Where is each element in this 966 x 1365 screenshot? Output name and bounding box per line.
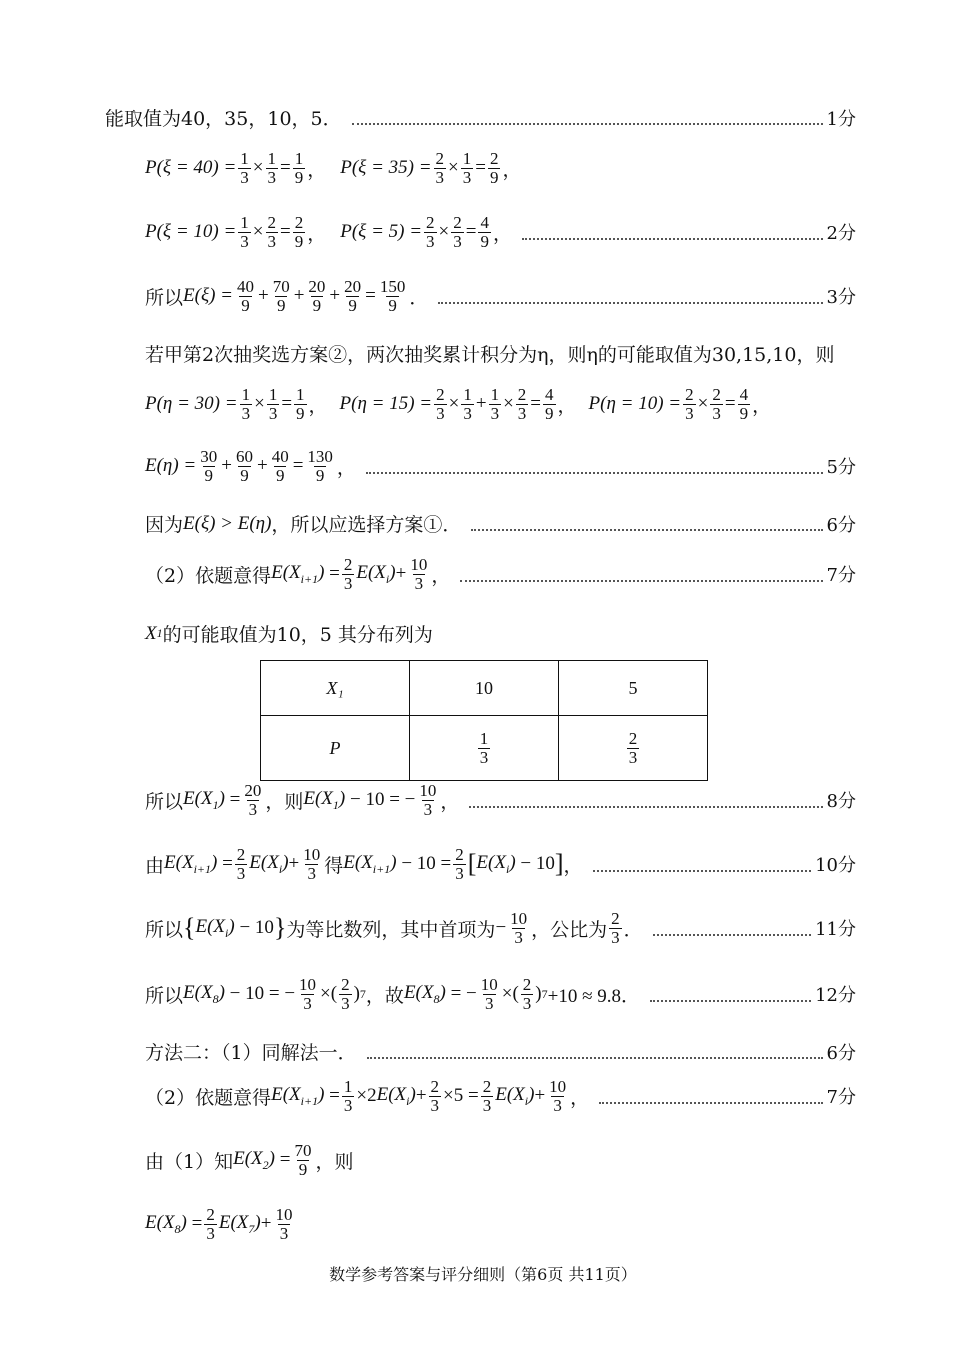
x8-shifted: $E(X_8)$ − 10 = − $\frac{10}{3}$ ×( $\frac{2}{3}$ ) 7: [183, 975, 366, 1013]
expectation-sum: $\frac{40}{9}$ + $\frac{70}{9}$ + $\frac{20}{9}$ + $\frac{20}{9}$ = $\frac{150}{9}$ ．: [236, 277, 429, 315]
fraction-product: $\frac{2}{3}$ × $\frac{2}{3}$ = $\frac{4}{9}$ ，: [426, 213, 512, 251]
expectation-sum: $\frac{30}{9}$ + $\frac{60}{9}$ + $\frac{40}{9}$ = $\frac{130}{9}$ ，: [200, 447, 356, 485]
answer-line-7: [145, 448, 856, 485]
fraction-product: $\frac{2}{3}$ × $\frac{1}{3}$ = $\frac{2}{9}$: [435, 149, 499, 187]
table-cell: P: [261, 716, 410, 781]
leader-dots: [460, 579, 822, 582]
table-cell: 10: [410, 661, 559, 716]
table-cell: 5: [559, 661, 708, 716]
shifted-recurrence: $E(X_{i+1})$ − 10 = $\frac{2}{3}$ [ $E(X_i)$ − 10 ] ，: [343, 845, 583, 883]
text-prefix: 所以: [145, 286, 184, 309]
text-possible-values: 能取值为40，35，10，5．: [105, 108, 342, 130]
leader-dots: [599, 1101, 822, 1104]
leader-dots: [593, 869, 812, 872]
prob-expr: P(ξ = 40) =: [145, 157, 237, 179]
text-scheme-2: 若甲第2次抽奖选方案②，两次抽奖累计积分为η，则η的可能取值为30,15,10，则: [145, 344, 835, 366]
fraction-product: $\frac{1}{3}$ × $\frac{1}{3}$ = $\frac{1}{9}$ ，: [240, 149, 327, 187]
fraction-product: $\frac{2}{3}$ × $\frac{1}{3}$ + $\frac{1}{3}$ × $\frac{2}{3}$ = $\frac{4}{9}$ ，: [436, 385, 577, 423]
answer-line-4: [145, 278, 856, 315]
text-method-2: 方法二：（1）同解法一．: [145, 1042, 357, 1064]
recurrence-formula: $E(X_{i+1})$ = $\frac{2}{3}$ $E(X_i)$ + $\frac{10}{3}$ ，: [271, 555, 451, 593]
score-label: 3分: [826, 287, 856, 309]
text-get: 得: [324, 854, 344, 877]
text-prefix: 所以: [145, 984, 184, 1007]
leader-dots: [366, 471, 823, 474]
expectation-x1: $E(X_1)$ = $\frac{20}{3}$: [183, 781, 262, 819]
table-cell: X₁: [261, 661, 410, 716]
x8-result: $E(X_8)$ = − $\frac{10}{3}$ ×( $\frac{2}{3}$ ) 7 +10 ≈ 9.8．: [403, 975, 641, 1013]
text-prefix: 所以: [145, 918, 184, 941]
text-prefix: （2）依题意得: [145, 1086, 272, 1109]
expectation-expr: E(η) =: [145, 455, 197, 477]
prob-expr: P(ξ = 5) =: [340, 221, 423, 243]
page-footer: 数学参考答案与评分细则（第6页 共11页）: [329, 1265, 637, 1284]
leader-dots: [522, 237, 823, 240]
comparison-expr: E(ξ) > E(η): [183, 512, 272, 534]
score-label: 7分: [826, 1087, 856, 1109]
answer-line-16: [145, 1078, 856, 1115]
score-label: 1分: [826, 108, 856, 130]
fraction-product: $\frac{2}{3}$ × $\frac{2}{3}$ = $\frac{4}{9}$ ，: [685, 385, 772, 423]
variable-x1: X 1: [145, 622, 163, 644]
distribution-table: [260, 660, 708, 781]
text-because: 因为: [145, 514, 184, 536]
text-conclusion: ，所以应选择方案①．: [271, 514, 462, 536]
text-prefix: 由（1）知: [145, 1150, 234, 1173]
text-distribution: 的可能取值为10，5 其分布列为: [162, 624, 433, 646]
text-prefix: （2）依题意得: [145, 564, 272, 587]
score-label: 2分: [826, 223, 856, 245]
score-label: 12分: [815, 985, 856, 1007]
comma: ，: [502, 158, 522, 181]
leader-dots: [471, 528, 822, 531]
expectation-expr: E(ξ) =: [183, 285, 233, 307]
text-then: ，则: [265, 790, 304, 813]
score-label: 5分: [826, 457, 856, 479]
shifted-expectation: $E(X_1)$ − 10 = − $\frac{10}{3}$ ，: [303, 781, 460, 819]
score-label: 8分: [826, 791, 856, 813]
answer-line-1: [105, 104, 856, 131]
answer-line-8: [145, 510, 856, 537]
score-label: 6分: [826, 514, 856, 536]
prob-expr: P(η = 30) =: [145, 393, 238, 415]
score-label: 7分: [826, 565, 856, 587]
score-label: 11分: [815, 919, 856, 941]
text-prefix: 所以: [145, 790, 184, 813]
answer-line-3: [145, 214, 856, 251]
text-so: ，故: [365, 984, 404, 1007]
text-geometric: 为等比数列，其中首项为: [286, 918, 496, 941]
recurrence-formula: $E(X_{i+1})$ = $\frac{2}{3}$ $E(X_i)$ + $\frac{10}{3}$: [164, 845, 321, 883]
sequence-expr: { $E(X_i)$ − 10 }: [183, 913, 287, 943]
prob-expr: P(ξ = 35) =: [340, 157, 432, 179]
score-label: 10分: [815, 855, 856, 877]
fraction-product: $\frac{1}{3}$ × $\frac{2}{3}$ = $\frac{2}{9}$ ，: [240, 213, 327, 251]
fraction-product: $\frac{1}{3}$ × $\frac{1}{3}$ = $\frac{1}{9}$ ，: [241, 385, 328, 423]
answer-line-9: [145, 556, 856, 593]
common-ratio: $\frac{2}{3}$ ．: [611, 909, 643, 947]
table-cell: $\frac{2}{3}$: [559, 716, 708, 781]
score-label: 6分: [826, 1042, 856, 1064]
leader-dots: [653, 933, 811, 936]
prob-expr: P(ξ = 10) =: [145, 221, 237, 243]
table-row: [261, 661, 708, 716]
leader-dots: [367, 1056, 823, 1059]
x8-recurrence: $E(X_8)$ = $\frac{2}{3}$ $E(X_7)$ + $\frac{10}{3}$: [145, 1205, 293, 1243]
leader-dots: [352, 122, 823, 125]
answer-line-14: [145, 976, 856, 1013]
first-term: − $\frac{10}{3}$: [495, 909, 528, 947]
recurrence-derivation: $E(X_{i+1})$ = $\frac{1}{3}$ ×2 $E(X_i)$ + $\frac{2}{3}$ ×5 = $\frac{2}{3}$ $E(X_i)$ + $\frac{10}{3}$ ，: [271, 1077, 590, 1115]
text-then: ，则: [315, 1150, 354, 1173]
answer-line-11: [145, 782, 856, 819]
answer-line-15: [145, 1038, 856, 1065]
answer-line-2: [145, 150, 856, 187]
prob-expr: P(η = 10) =: [588, 393, 682, 415]
leader-dots: [650, 999, 811, 1002]
answer-line-10: [145, 620, 856, 647]
answer-line-13: [145, 910, 856, 947]
x2-expectation: $E(X_2)$ = $\frac{70}{9}$: [233, 1141, 312, 1179]
answer-line-17: [145, 1142, 856, 1179]
answer-line-6: [145, 386, 856, 423]
leader-dots: [438, 301, 822, 304]
answer-line-5: [145, 340, 856, 367]
leader-dots: [469, 805, 822, 808]
text-ratio: ，公比为: [531, 918, 608, 941]
text-prefix: 由: [145, 854, 165, 877]
table-row: [261, 716, 708, 781]
answer-line-12: [145, 846, 856, 883]
table-cell: $\frac{1}{3}$: [410, 716, 559, 781]
answer-line-18: [145, 1206, 856, 1243]
prob-expr: P(η = 15) =: [339, 393, 433, 415]
